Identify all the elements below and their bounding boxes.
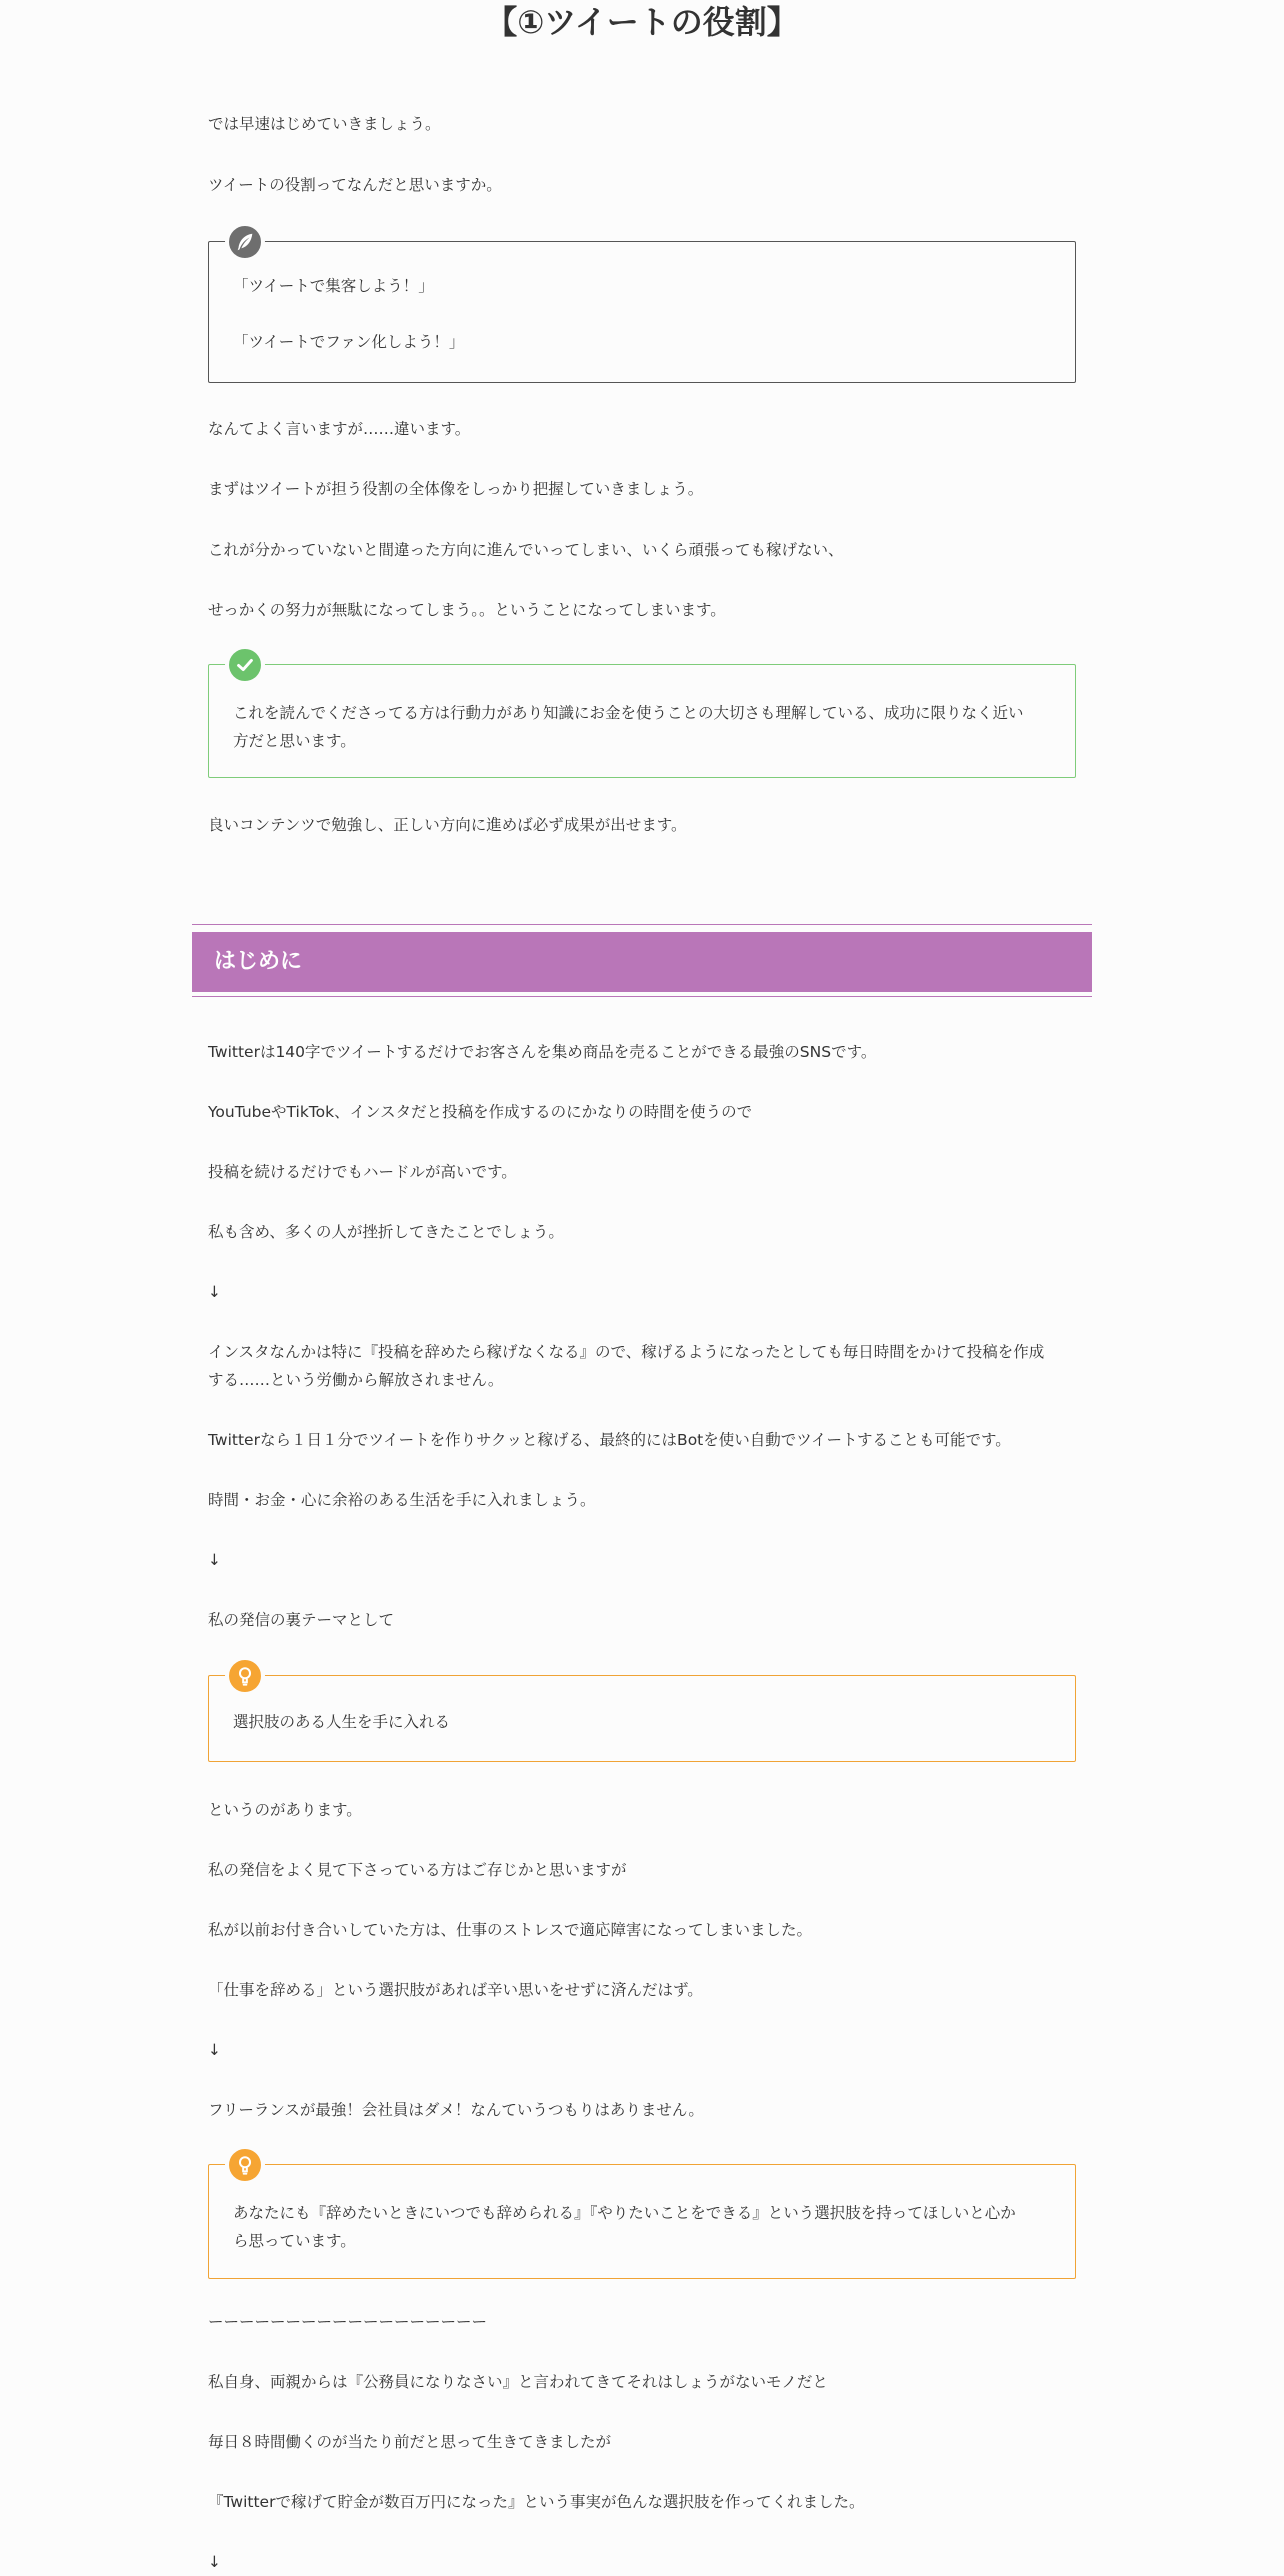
separator-line: ーーーーーーーーーーーーーーーーーー [208, 2313, 488, 2331]
arrow-line: ↓ [208, 1551, 221, 1569]
check-line: 方だと思います。 [233, 732, 356, 750]
section-title: はじめに [214, 949, 303, 974]
paragraph: せっかくの努力が無駄になってしまう。。ということになってしまいます。 [208, 601, 726, 619]
paragraph: インスタなんかは特に『投稿を辞めたら稼げなくなる』ので、稼げるようになったとしても毎日時間をかけて投稿を作成 [208, 1343, 1045, 1361]
memo-box [208, 241, 1076, 383]
paragraph: フリーランスが最強！会社員はダメ！なんていうつもりはありません。 [208, 2101, 704, 2119]
paragraph: これが分かっていないと間違った方向に進んでいってしまい、いくら頑張っても稼げない、 [208, 541, 844, 559]
paragraph: 投稿を続けるだけでもハードルが高いです。 [208, 1163, 517, 1181]
paragraph: では早速はじめていきましょう。 [208, 115, 441, 133]
paragraph: まずはツイートが担う役割の全体像をしっかり把握していきましょう。 [208, 480, 704, 498]
paragraph: 私も含め、多くの人が挫折してきたことでしょう。 [208, 1223, 564, 1241]
paragraph: 私が以前お付き合いしていた方は、仕事のストレスで適応障害になってしまいました。 [208, 1921, 813, 1939]
paragraph: 毎日８時間働くのが当たり前だと思って生きてきましたが [208, 2433, 612, 2451]
paragraph: Twitterなら１日１分でツイートを作りサクッと稼げる、最終的にはBotを使い自動でツイートすることも可能です。 [208, 1431, 1011, 1449]
section-heading [192, 930, 1092, 994]
arrow-line: ↓ [208, 2041, 221, 2059]
pen-icon [225, 222, 265, 262]
paragraph: Twitterは140字でツイートするだけでお客さんを集め商品を売ることができる最強のSNSです。 [208, 1043, 877, 1061]
check-line: これを読んでくださってる方は行動力があり知識にお金を使うことの大切さも理解している、成功に限りなく近い [233, 704, 1024, 722]
paragraph: 私の発信をよく見て下さっている方はご存じかと思いますが [208, 1861, 627, 1879]
check-box [208, 664, 1076, 778]
paragraph: 『Twitterで稼げて貯金が数百万円になった』という事実が色んな選択肢を作ってくれました。 [208, 2493, 865, 2511]
paragraph: 私自身、両親からは『公務員になりなさい』と言われてきてそれはしょうがないモノだと [208, 2373, 828, 2391]
paragraph: ツイートの役割ってなんだと思いますか。 [208, 176, 502, 194]
hint-line: ら思っています。 [233, 2232, 356, 2250]
paragraph: 時間・お金・心に余裕のある生活を手に入れましょう。 [208, 1491, 596, 1509]
hint-line: 選択肢のある人生を手に入れる [233, 1713, 451, 1731]
memo-line: 「ツイートで集客しよう！」 [233, 277, 434, 295]
paragraph: なんてよく言いますが……違います。 [208, 420, 471, 438]
lightbulb-icon [225, 1656, 265, 1696]
page-title: 【①ツイートの役割】 [485, 3, 799, 41]
paragraph: 私の発信の裏テーマとして [208, 1611, 395, 1629]
memo-line: 「ツイートでファン化しよう！」 [233, 333, 465, 351]
paragraph: 良いコンテンツで勉強し、正しい方向に進めば必ず成果が出せます。 [208, 816, 687, 834]
lightbulb-icon [225, 2145, 265, 2185]
paragraph: というのがあります。 [208, 1801, 362, 1819]
arrow-line: ↓ [208, 1283, 221, 1301]
paragraph: YouTubeやTikTok、インスタだと投稿を作成するのにかなりの時間を使うので [208, 1103, 753, 1121]
section-rule-bottom [192, 996, 1092, 997]
check-icon [225, 645, 265, 685]
paragraph: 「仕事を辞める」という選択肢があれば辛い思いをせずに済んだはず。 [208, 1981, 703, 1999]
hint-line: あなたにも『辞めたいときにいつでも辞められる』『やりたいことをできる』という選択肢を持ってほしいと心か [233, 2204, 1016, 2222]
hint-box [208, 1675, 1076, 1762]
paragraph: する……という労働から解放されません。 [208, 1371, 504, 1389]
hint-box [208, 2164, 1076, 2279]
section-rule-top [192, 924, 1092, 925]
arrow-line: ↓ [208, 2553, 221, 2571]
